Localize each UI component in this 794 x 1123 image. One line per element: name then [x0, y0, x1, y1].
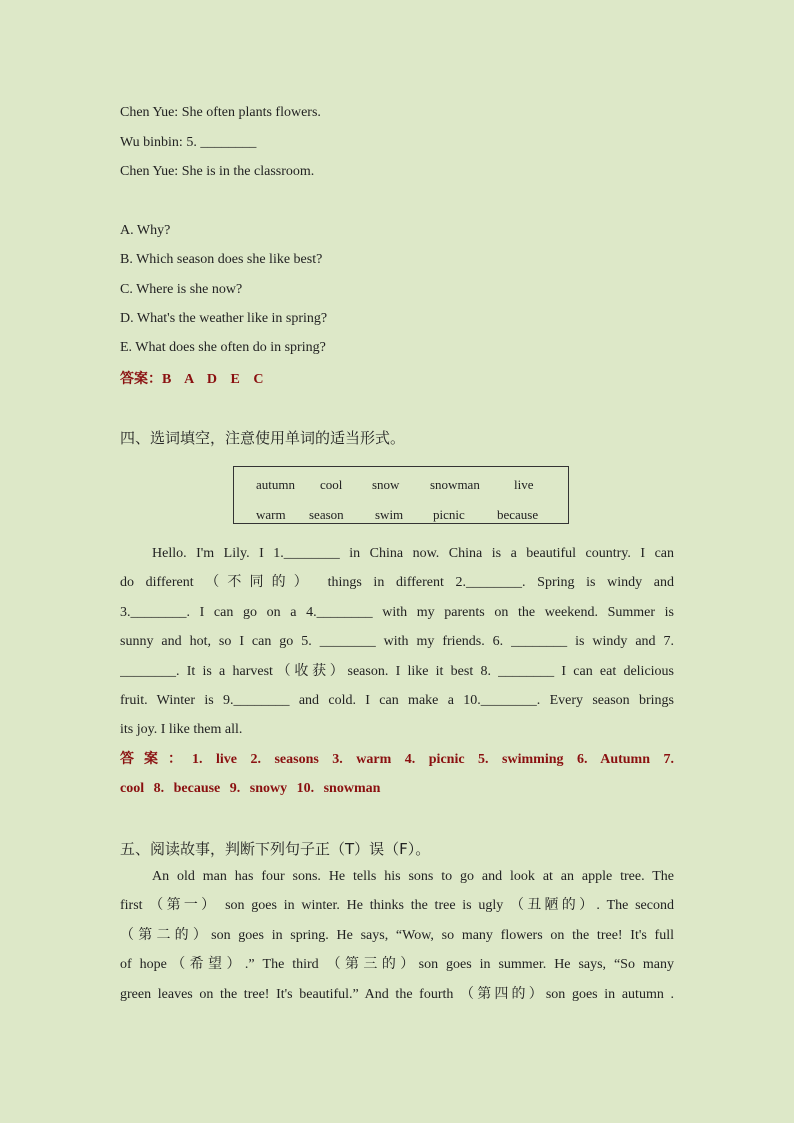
passage-5-line: An old man has four sons. He tells his sons to go and look at an apple tree. The — [152, 869, 674, 884]
dialogue-line-3: Chen Yue: She is in the classroom. — [120, 164, 315, 179]
word-swim: swim — [375, 507, 404, 522]
passage-4-line: 3.________. I can go on a 4.________ with my parents on the weekend. Summer is — [120, 604, 674, 620]
passage-4-line: its joy. I like them all. — [120, 722, 243, 738]
word-because: because — [497, 507, 539, 522]
answer-section-4-line-2: cool 8. because 9. snowy 10. snowman — [120, 781, 381, 797]
word-picnic: picnic — [433, 507, 465, 522]
section-5-passage — [120, 862, 674, 1009]
passage-4-line: do different （不同的） things in different 2.________. Spring is windy and — [120, 575, 674, 591]
option-e: E. What does she often do in spring? — [120, 340, 326, 355]
passage-4-line: sunny and hot, so I can go 5. ________ with my friends. 6. ________ is windy and 7. — [120, 634, 674, 650]
section-4-heading: 四、选词填空，注意使用单词的适当形式。 — [120, 429, 406, 447]
answer-section-3: 答案：B A D E C — [120, 372, 264, 387]
word-autumn: autumn — [256, 477, 295, 492]
word-season: season — [309, 507, 344, 522]
passage-4-line: ________. It is a harvest（收获）season. I like it best 8. ________ I can eat delicious — [120, 663, 674, 679]
passage-5-line: first （第一） son goes in winter. He thinks the tree is ugly （丑陋的）. The second — [120, 898, 674, 914]
answer-section-4-line-1: 答案：1. live 2. seasons 3. warm 4. picnic 5. swimming 6. Autumn 7. — [120, 751, 674, 767]
option-d: D. What's the weather like in spring? — [120, 311, 328, 326]
passage-4-line: fruit. Winter is 9.________ and cold. I can make a 10.________. Every season brings — [120, 692, 674, 708]
word-warm: warm — [256, 507, 286, 522]
passage-5-line: green leaves on the tree! It's beautiful.” And the fourth （第四的）son goes in autumn . — [120, 986, 674, 1002]
word-live: live — [514, 477, 534, 492]
dialogue-line-1: Chen Yue: She often plants flowers. — [120, 105, 321, 120]
passage-4-line: Hello. I'm Lily. I 1.________ in China now. China is a beautiful country. I can — [152, 546, 674, 561]
word-bank — [233, 466, 569, 524]
passage-5-line: （第二的）son goes in spring. He says, “Wow, so many flowers on the tree! It's full — [120, 927, 674, 943]
word-snow: snow — [372, 477, 400, 492]
dialogue-line-2: Wu binbin: 5. ________ — [120, 135, 257, 150]
word-snowman: snowman — [430, 477, 480, 492]
section-4-passage — [120, 539, 674, 804]
option-c: C. Where is she now? — [120, 282, 243, 297]
word-cool: cool — [320, 477, 343, 492]
section-5-heading: 五、阅读故事，判断下列句子正（T）误（F）。 — [120, 840, 431, 858]
passage-5-line: of hope（希望）.” The third （第三的）son goes in summer. He says, “So many — [120, 957, 674, 973]
option-b: B. Which season does she like best? — [120, 252, 323, 267]
option-a: A. Why? — [120, 223, 171, 238]
